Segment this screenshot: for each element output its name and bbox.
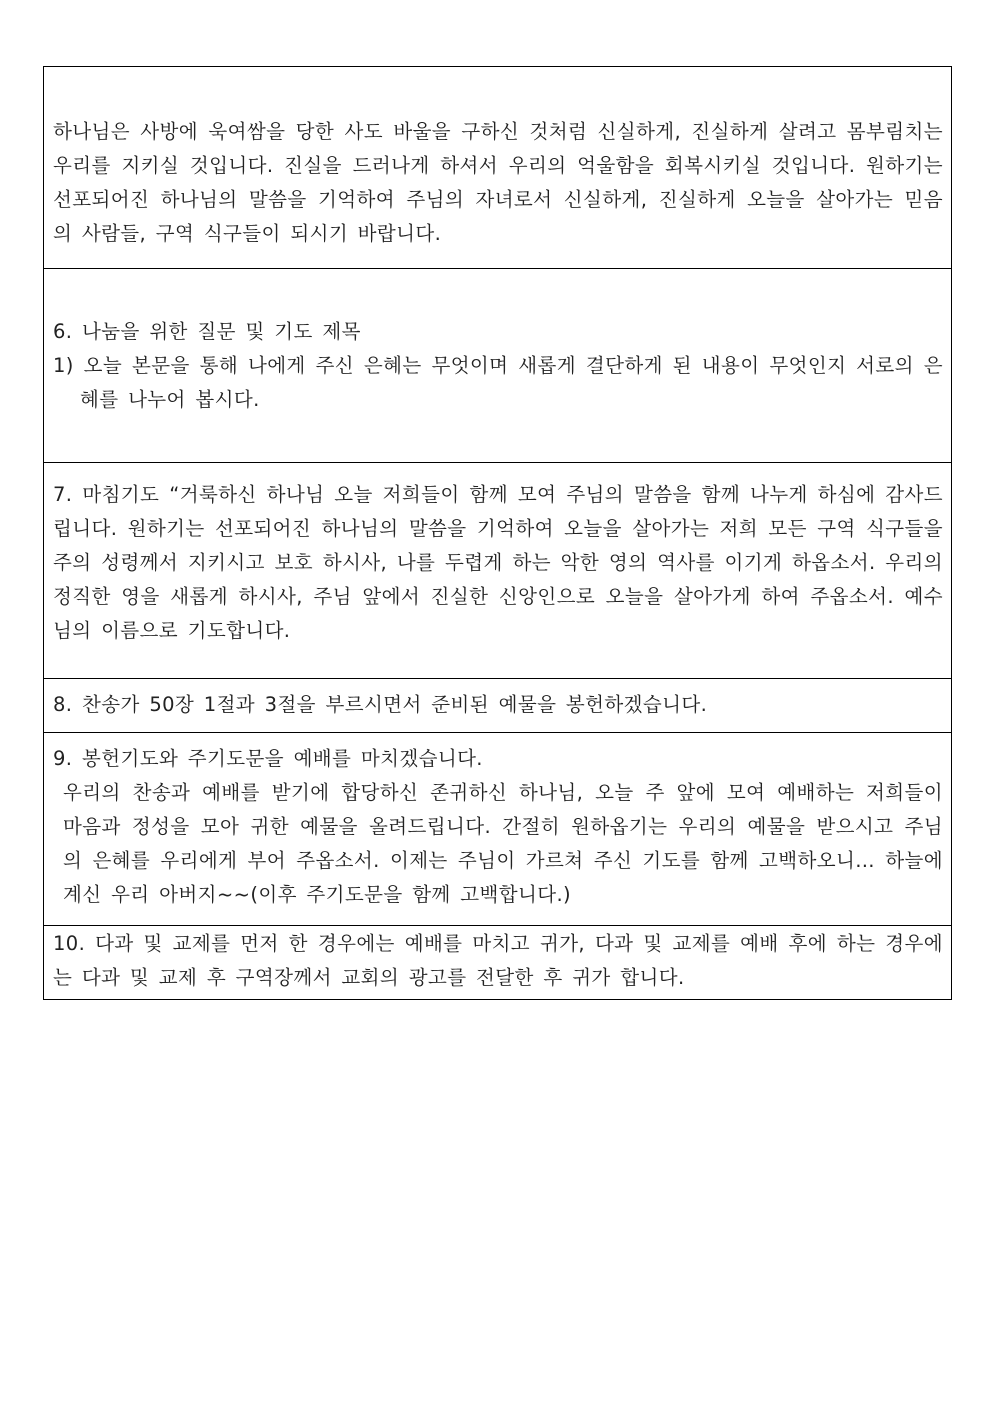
closing-prayer-cell — [44, 462, 951, 678]
dismissal-cell — [44, 925, 951, 999]
sharing-question-1: 1) 오늘 본문을 통해 나에게 주신 은혜는 무엇이며 새롭게 결단하게 된 내용이 무엇인지 서로의 은혜를 나누어 봅시다. — [53, 354, 943, 411]
worship-order-table — [43, 66, 952, 1000]
sharing-cell — [44, 268, 951, 462]
closing-prayer-text: 7. 마침기도 “거룩하신 하나님 오늘 저희들이 함께 모여 주님의 말씀을 함께 나누게 하심에 감사드립니다. 원하기는 선포되어진 하나님의 말씀을 기억하여 오늘을 살아가는 저희 모든 구역 식구들을 주의 성령께서 지키시고 보호 하시사, 나를 두렵게 하는 악한 영의 역사를 이기게 하옵소서. 우리의 정직한 영을 새롭게 하시사, 주님 앞에서 진실한 신앙인으로 오늘을 살아가게 하여 주옵소서. 예수님의 이름으로 기도합니다. — [53, 483, 943, 642]
hymn-text: 8. 찬송가 50장 1절과 3절을 부르시면서 준비된 예물을 봉헌하겠습니다. — [53, 693, 708, 716]
offering-prayer: 우리의 찬송과 예배를 받기에 합당하신 존귀하신 하나님, 오늘 주 앞에 모여 예배하는 저희들이 마음과 정성을 모아 귀한 예물을 올려드립니다. 간절히 원하옵기는 우리의 예물을 받으시고 주님의 은혜를 우리에게 부어 주옵소서. 이제는 주님이 가르쳐 주신 기도를 함께 고백하오니… 하늘에 계신 우리 아버지~~(이후 주기도문을 함께 고백합니다.) — [63, 781, 943, 906]
intro-cell — [44, 67, 951, 268]
offering-heading: 9. 봉헌기도와 주기도문을 예배를 마치겠습니다. — [53, 747, 483, 770]
dismissal-text: 10. 다과 및 교제를 먼저 한 경우에는 예배를 마치고 귀가, 다과 및 교제를 예배 후에 하는 경우에는 다과 및 교제 후 구역장께서 교회의 광고를 전달한 후 귀가 합니다. — [53, 932, 943, 989]
intro-paragraph: 하나님은 사방에 욱여쌈을 당한 사도 바울을 구하신 것처럼 신실하게, 진실하게 살려고 몸부림치는 우리를 지키실 것입니다. 진실을 드러나게 하셔서 우리의 억울함을 회복시키실 것입니다. 원하기는 선포되어진 하나님의 말씀을 기억하여 주님의 자녀로서 신실하게, 진실하게 오늘을 살아가는 믿음의 사람들, 구역 식구들이 되시기 바랍니다. — [53, 120, 943, 245]
sharing-heading: 6. 나눔을 위한 질문 및 기도 제목 — [53, 320, 361, 343]
hymn-cell — [44, 678, 951, 732]
offering-cell — [44, 732, 951, 925]
